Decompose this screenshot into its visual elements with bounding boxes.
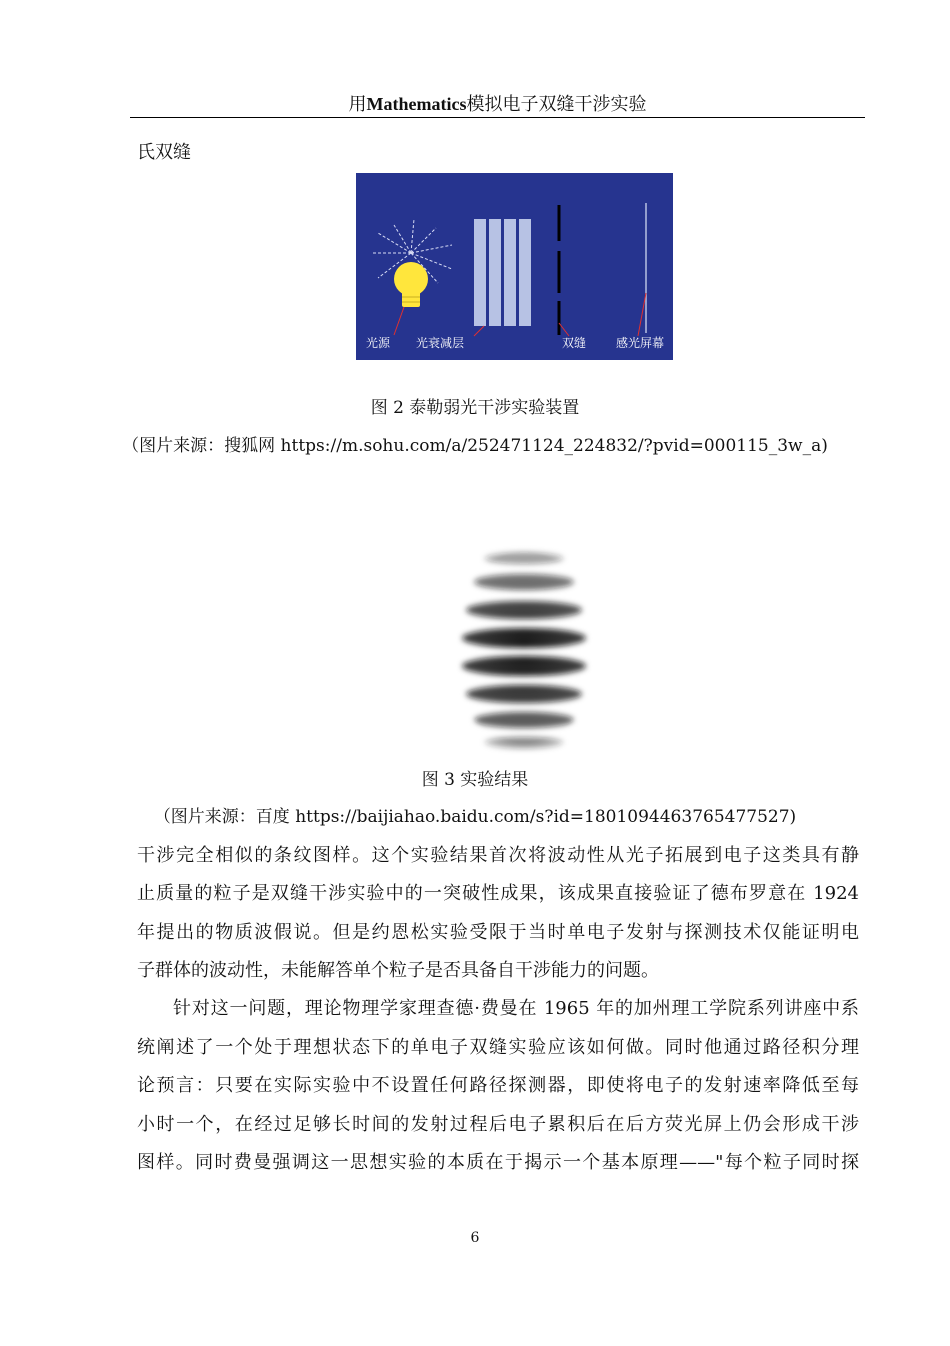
running-header [130,92,865,117]
apparatus-diagram [356,173,673,360]
header-rule [130,117,865,118]
header-bold: Mathematics [366,94,467,114]
paragraph-2-line: 小时一个，在经过足够长时间的发射过程后电子累积后在后方荧光屏上仍会形成干涉 [137,1114,859,1135]
bulb-icon [394,262,428,307]
paragraph-2-line: 统阐述了一个处于理想状态下的单电子双缝实验应该如何做。同时他通过路径积分理 [137,1037,859,1058]
figure-2-source: （图片来源：搜狐网 https://m.sohu.com/a/252471124_224832/?pvid=000115_3w_a) [122,436,828,456]
page-number: 6 [470,1230,480,1246]
figure-3-interference [440,540,608,755]
figure-3-source: （图片来源：百度 https://baijiahao.baidu.com/s?id=1801094463765477527) [153,807,797,827]
figure-2-apparatus [356,173,673,360]
paragraph-1-line: 子群体的波动性，未能解答单个粒子是否具备自干涉能力的问题。 [137,960,659,981]
interference-pattern [440,540,608,755]
header-prefix: 用 [348,94,367,115]
paragraph-1-line: 年提出的物质波假说。但是约恩松实验受限于当时单电子发射与探测技术仅能证明电 [137,922,859,943]
figure-2-caption: 图 2 泰勒弱光干涉实验装置 [370,398,580,418]
paragraph-2-line: 针对这一问题，理论物理学家理查德·费曼在 1965 年的加州理工学院系列讲座中系 [173,998,859,1019]
figure-3-caption: 图 3 实验结果 [421,770,529,790]
paragraph-2-line: 论预言：只要在实际实验中不设置任何路径探测器，即使将电子的发射速率降低至每 [137,1075,859,1096]
paragraph-1-line: 干涉完全相似的条纹图样。这个实验结果首次将波动性从光子拓展到电子这类具有静 [137,845,859,866]
label-slits: 双缝 [562,336,587,350]
paragraph-2-line: 图样。同时费曼强调这一思想实验的本质在于揭示一个基本原理——"每个粒子同时探 [137,1152,859,1173]
attenuator-plates [474,219,531,326]
continued-text: 氏双缝 [137,142,191,163]
header-suffix: 模拟电子双缝干涉实验 [466,94,647,115]
label-screen: 感光屏幕 [616,336,665,350]
label-attenuator: 光衰减层 [416,336,465,350]
paragraph-1-line: 止质量的粒子是双缝干涉实验中的一突破性成果，该成果直接验证了德布罗意在 1924 [137,883,859,904]
label-source: 光源 [366,336,391,350]
